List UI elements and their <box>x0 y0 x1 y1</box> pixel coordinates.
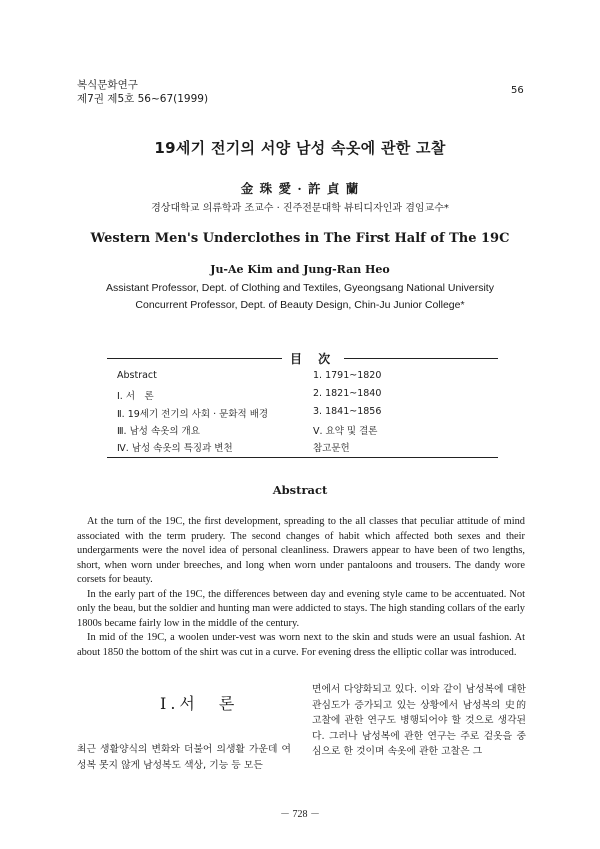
english-affiliation <box>0 280 600 314</box>
toc-item: Ⅰ. 서 론 <box>117 391 154 402</box>
toc-item: Ⅱ. 19세기 전기의 사회 · 문화적 배경 <box>117 409 269 420</box>
section-heading: Ⅰ.서 론 <box>160 694 239 713</box>
abstract-paragraph: In the early part of the 19C, the differences between day and evening style came to be accentuated. Not only the beau, but the soldier and hunting man were addicted to stays. The high standing collars of the early 1800s became fairly low in the middle of the century. <box>77 588 525 629</box>
toc-item: Ⅳ. 남성 속옷의 특징과 변천 <box>117 443 233 454</box>
body-column-right <box>312 682 526 760</box>
toc-item: Ⅴ. 요약 및 결론 <box>313 426 378 437</box>
body-paragraph: 면에서 다양화되고 있다. 이와 같이 남성복에 대한 관심도가 증가되고 있는 상황에서 남성복의 史的 고찰에 관한 연구도 병행되어야 할 것으로 생각된다. 그러나 남성복에 관한 연구는 주로 겉옷을 중심으로 한 것이며 속옷에 관한 고찰은 그 <box>312 684 526 757</box>
toc-item: Abstract <box>117 370 157 381</box>
toc-item: 2. 1821~1840 <box>313 388 382 399</box>
english-title: Western Men's Underclothes in The First Half of The 19C <box>90 231 510 246</box>
korean-affiliation: 경상대학교 의류학과 조교수 · 진주전문대학 뷰티디자인과 겸임교수* <box>151 203 449 214</box>
journal-citation <box>77 78 208 106</box>
abstract-paragraph: In mid of the 19C, a woolen under-vest was worn next to the skin and studs were an usual fashion. At about 1850 the bottom of the shirt was cut in a curve. For evening dress the elliptic collar was introduced. <box>77 632 525 658</box>
abstract-body <box>77 515 525 660</box>
journal-volume: 제7권 제5호 56~67(1999) <box>77 93 209 105</box>
abstract-paragraph: At the turn of the 19C, the first development, spreading to the all classes that peculiar attitude of mind associated with the term prudery. The second changes of habit which affected both sexes and their undergarments were the novel idea of personal cleanliness. Drawers appear to have been of two lengths, short, when worn under breeches, and long when worn under pantaloons and trousers. The dandy wore corsets for beauty. <box>77 516 525 585</box>
affiliation-line-1: Assistant Professor, Dept. of Clothing and Textiles, Gyeongsang National University <box>106 282 494 294</box>
toc-item: 참고문헌 <box>313 443 350 454</box>
korean-title: 19세기 전기의 서양 남성 속옷에 관한 고찰 <box>154 139 446 157</box>
toc-item: 1. 1791~1820 <box>313 370 382 381</box>
toc-item: Ⅲ. 남성 속옷의 개요 <box>117 426 200 437</box>
abstract-heading: Abstract <box>272 483 328 497</box>
toc-heading: 目 次 <box>282 350 344 367</box>
korean-authors: 金 珠 愛 · 許 貞 蘭 <box>240 181 360 196</box>
body-column-left <box>77 742 291 773</box>
table-of-contents <box>107 352 498 458</box>
english-authors: Ju-Ae Kim and Jung-Ran Heo <box>210 263 390 276</box>
journal-name: 복식문화연구 <box>77 79 138 91</box>
body-paragraph: 최근 생활양식의 변화와 더불어 의생활 가운데 여성복 못지 않게 남성복도 색상, 기능 등 모든 <box>77 744 291 771</box>
page-footer: － 728 － <box>280 809 320 820</box>
toc-item: 3. 1841~1856 <box>313 406 382 417</box>
affiliation-line-2: Concurrent Professor, Dept. of Beauty Design, Chin-Ju Junior College* <box>135 299 465 311</box>
page-number-top: 56 <box>511 85 524 96</box>
